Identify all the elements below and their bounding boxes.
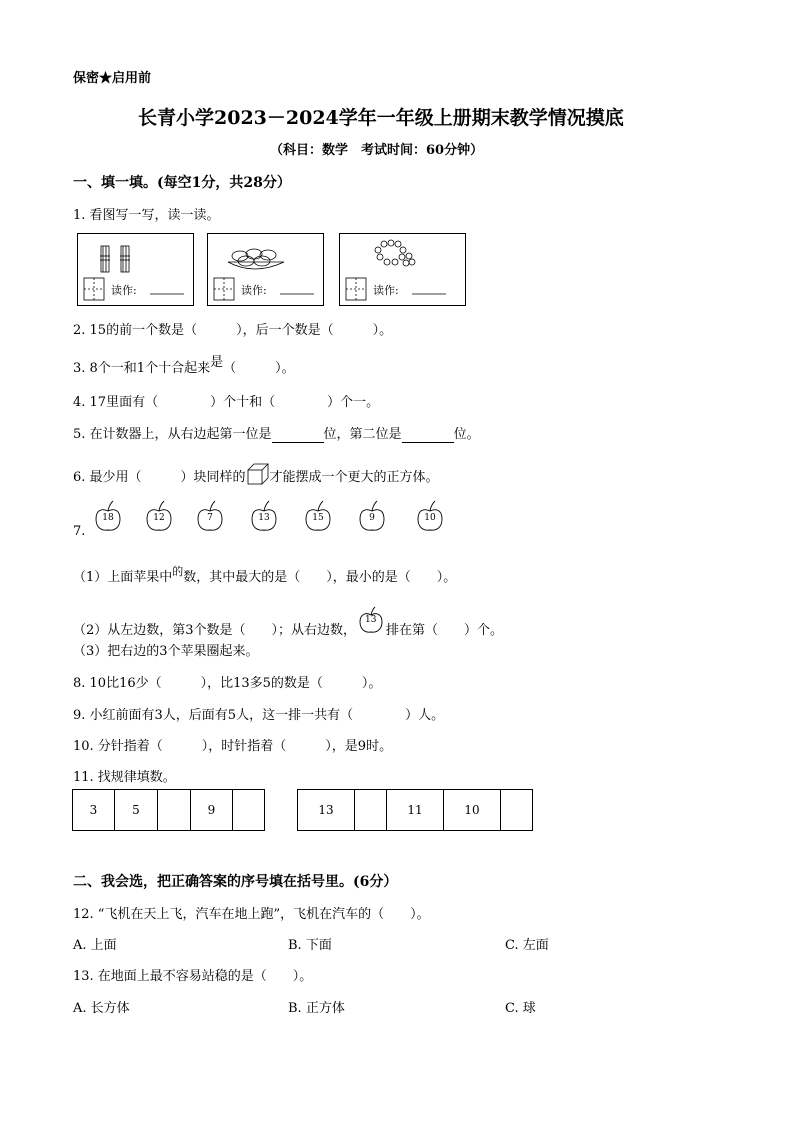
q1-box-beads bbox=[339, 233, 466, 306]
apple-12 bbox=[144, 500, 174, 532]
section1-heading: 一、填一填。(每空1分，共28分） bbox=[73, 175, 291, 191]
seq2-cell: 10 bbox=[444, 790, 501, 831]
q7-2-part-b: 排在第（ ）个。 bbox=[386, 623, 504, 638]
q12-option-a[interactable]: A. 上面 bbox=[73, 938, 117, 953]
apple-10 bbox=[415, 500, 445, 532]
q1-box-bowl bbox=[207, 233, 324, 306]
q7-1-part-a: （1）上面苹果中 bbox=[73, 570, 173, 585]
q5-blank-2[interactable] bbox=[402, 427, 454, 443]
q10-text: 10. 分针指着（ ），时针指着（ ），是9时。 bbox=[73, 739, 393, 754]
apple-label: 9 bbox=[369, 513, 375, 523]
apple-13-inline bbox=[356, 614, 386, 638]
sequence-table-2 bbox=[297, 789, 533, 831]
seq2-cell: 13 bbox=[298, 790, 355, 831]
q3-text bbox=[73, 357, 295, 376]
q5-part-a: 5. 在计数器上，从右边起第一位是 bbox=[73, 427, 272, 442]
section2-heading: 二、我会选，把正确答案的序号填在括号里。(6分） bbox=[73, 874, 398, 890]
q7-2-text bbox=[73, 614, 503, 638]
q7-2-part-a: （2）从左边数，第3个数是（ ）；从右边数， bbox=[73, 623, 357, 638]
q13-text: 13. 在地面上最不容易站稳的是（ ）。 bbox=[73, 969, 313, 984]
read-label: 读作: bbox=[373, 284, 399, 297]
q6-part-a: 6. 最少用（ ）块同样的 bbox=[73, 470, 246, 485]
apple-label: 18 bbox=[102, 513, 114, 523]
q7-3-text: （3）把右边的3个苹果圈起来。 bbox=[73, 644, 259, 659]
seq1-cell[interactable] bbox=[158, 790, 191, 831]
apple-label: 13 bbox=[365, 615, 377, 625]
apple-13 bbox=[249, 500, 279, 532]
q12-option-c[interactable]: C. 左面 bbox=[505, 938, 549, 953]
apple-9 bbox=[357, 500, 387, 532]
q9-text: 9. 小红前面有3人，后面有5人，这一排一共有（ ）人。 bbox=[73, 708, 445, 723]
q13-option-b[interactable]: B. 正方体 bbox=[288, 1001, 345, 1016]
q11-text: 11. 找规律填数。 bbox=[73, 770, 176, 785]
q12-text: 12. “飞机在天上飞，汽车在地上跑”，飞机在汽车的（ ）。 bbox=[73, 907, 430, 922]
read-label: 读作: bbox=[111, 284, 137, 297]
q5-part-b: 位，第二位是 bbox=[323, 427, 402, 442]
q3-part-a: 3. 8个一和1个十合起来 bbox=[73, 361, 211, 376]
q8-text: 8. 10比16少（ ），比13多5的数是（ ）。 bbox=[73, 676, 382, 691]
apple-18 bbox=[93, 500, 123, 532]
seq2-cell: 11 bbox=[387, 790, 444, 831]
q3-part-c: （ ）。 bbox=[223, 361, 295, 376]
confidential-label: 保密★启用前 bbox=[73, 71, 152, 86]
q3-part-b: 是 bbox=[210, 355, 224, 370]
apple-label: 7 bbox=[207, 513, 213, 523]
sequence-table-1 bbox=[72, 789, 265, 831]
seq1-cell: 5 bbox=[115, 790, 158, 831]
q6-part-b: 才能摆成一个更大的正方体。 bbox=[269, 470, 439, 485]
seq1-cell: 9 bbox=[191, 790, 233, 831]
read-label: 读作: bbox=[241, 284, 267, 297]
apple-label: 12 bbox=[153, 513, 165, 523]
apple-label: 13 bbox=[258, 513, 270, 523]
q13-option-c[interactable]: C. 球 bbox=[505, 1001, 536, 1016]
q6-text bbox=[73, 463, 439, 485]
q4-text: 4. 17里面有（ ）个十和（ ）个一。 bbox=[73, 395, 380, 410]
q5-blank-1[interactable] bbox=[272, 427, 324, 443]
q1-text: 1. 看图写一写，读一读。 bbox=[73, 208, 220, 223]
beads-icon bbox=[340, 234, 465, 305]
cube-icon bbox=[246, 463, 270, 485]
apple-label: 15 bbox=[312, 513, 324, 523]
apple-7 bbox=[195, 500, 225, 532]
q5-part-c: 位。 bbox=[453, 427, 480, 442]
q2-text: 2. 15的前一个数是（ ），后一个数是（ ）。 bbox=[73, 323, 393, 338]
q7-1-part-c: 数，其中最大的是（ ），最小的是（ ）。 bbox=[183, 570, 457, 585]
q13-option-a[interactable]: A. 长方体 bbox=[73, 1001, 130, 1016]
q7-1-part-b: 的 bbox=[172, 565, 184, 578]
page-title: 长青小学2023－2024学年一年级上册期末教学情况摸底 bbox=[138, 107, 624, 129]
q5-text bbox=[73, 423, 480, 443]
seq1-cell[interactable] bbox=[233, 790, 265, 831]
q12-option-b[interactable]: B. 下面 bbox=[288, 938, 332, 953]
apple-15 bbox=[303, 500, 333, 532]
q7-1-text bbox=[73, 566, 456, 585]
seq2-cell[interactable] bbox=[501, 790, 533, 831]
page-subtitle: （科目：数学 考试时间：60分钟） bbox=[270, 143, 484, 158]
seq2-cell[interactable] bbox=[355, 790, 387, 831]
q7-number: 7. bbox=[73, 524, 86, 539]
q1-box-sticks bbox=[77, 233, 194, 306]
apple-label: 10 bbox=[424, 513, 436, 523]
seq1-cell: 3 bbox=[73, 790, 115, 831]
